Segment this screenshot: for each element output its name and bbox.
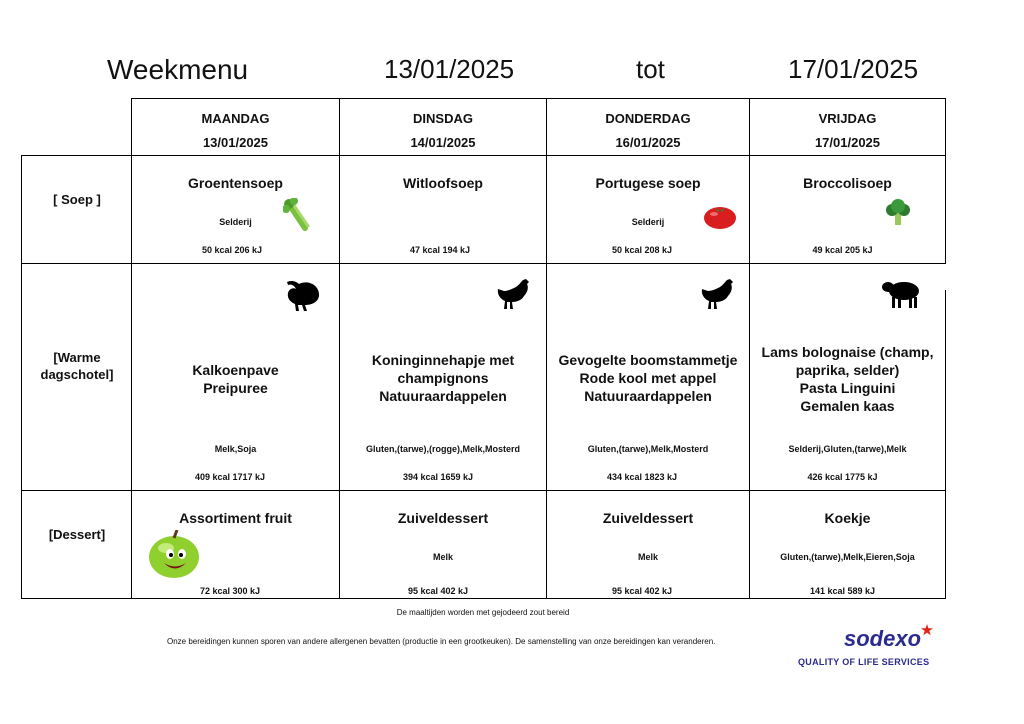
brand-tagline: QUALITY OF LIFE SERVICES [798,657,930,667]
grid-line [945,290,946,599]
main-dish-line: Pasta Linguini [799,380,896,396]
dessert-allergens: Melk [432,552,453,562]
dessert-kcal: 141 kcal 589 kJ [809,586,876,596]
main-dish-line: Koninginnehapje met [371,352,515,368]
sheep-icon [882,278,924,310]
dessert-dish: Zuiveldessert [602,510,694,526]
main-dish-line: Natuuraardappelen [584,388,712,404]
dessert-dish: Koekje [824,510,871,526]
brand-name: sodexo [844,626,922,651]
soup-allergens: Selderij [219,217,252,227]
celery-icon [283,198,313,232]
row-label-soep: [ Soep ] [53,192,101,207]
main-kcal: 426 kcal 1775 kJ [807,472,878,482]
turkey-icon [285,280,321,312]
end-date: 17/01/2025 [788,54,919,84]
main-dish-line: Rode kool met appel [579,370,717,386]
main-dish [340,351,546,405]
page-title: Weekmenu [107,54,249,85]
soup-kcal: 50 kcal 206 kJ [201,245,263,255]
grid-line [131,98,946,99]
grid-line [21,263,946,264]
main-dish-line: Preipuree [203,380,268,396]
dessert-kcal: 72 kcal 300 kJ [199,586,261,596]
broccoli-icon [884,199,912,227]
soup-dish: Groentensoep [188,175,283,191]
day-name: MAANDAG [201,111,270,126]
grid-line [945,98,946,264]
main-allergens: Gluten,(tarwe),(rogge),Melk,Mosterd [365,444,520,454]
start-date: 13/01/2025 [384,54,515,84]
grid-line [21,155,946,156]
soup-allergens: Selderij [631,217,665,227]
main-kcal: 434 kcal 1823 kJ [606,472,678,482]
footer-note-salt: De maaltijden worden met gejodeerd zout bereid [396,608,570,617]
dessert-kcal: 95 kcal 402 kJ [407,586,469,596]
chicken-icon [496,276,532,312]
main-dish-line: Kalkoenpave [192,362,279,378]
main-dish [132,361,339,397]
soup-dish: Portugese soep [595,175,701,191]
soup-kcal: 49 kcal 205 kJ [812,245,873,255]
grid-line [21,598,946,599]
main-dish-line: Natuuraardappelen [379,388,507,404]
main-dish [750,343,945,415]
main-kcal: 394 kcal 1659 kJ [402,472,474,482]
main-allergens: Gluten,(tarwe),Melk,Mosterd [587,444,709,454]
dessert-kcal: 95 kcal 402 kJ [611,586,673,596]
grid-line [21,490,946,491]
row-label-warm-line2: dagschotel] [40,367,114,382]
soup-kcal: 50 kcal 208 kJ [611,245,673,255]
main-dish-line: Gevogelte boomstammetje [558,352,738,368]
main-dish-line: Lams bolognaise (champ, [761,344,934,360]
dessert-dish: Zuiveldessert [397,510,489,526]
soup-kcal: 47 kcal 194 kJ [409,245,471,255]
day-date: 17/01/2025 [814,135,881,150]
day-name: VRIJDAG [818,111,877,126]
footer-note-allergens: Onze bereidingen kunnen sporen van andere allergenen bevatten (productie in een grootkeuken). De samenstelling van onze bereidingen kan veranderen. [167,637,716,646]
main-kcal: 409 kcal 1717 kJ [194,472,266,482]
dessert-allergens: Gluten,(tarwe),Melk,Eieren,Soja [780,552,915,562]
main-dish-line: Gemalen kaas [800,398,895,414]
star-icon [921,624,933,636]
soup-dish: Witloofsoep [403,175,483,191]
dessert-allergens: Melk [637,552,658,562]
main-dish [547,351,749,405]
apple-icon [146,530,202,580]
soup-dish: Broccolisoep [803,175,892,191]
row-label-dessert: [Dessert] [48,527,106,542]
row-label-warm-line1: [Warme [53,350,101,365]
day-date: 14/01/2025 [410,135,476,150]
day-name: DONDERDAG [605,111,691,126]
tot-label: tot [636,54,665,84]
tomato-icon [703,204,737,230]
day-date: 16/01/2025 [615,135,681,150]
day-date: 13/01/2025 [202,135,269,150]
dessert-dish: Assortiment fruit [179,510,292,526]
main-dish-line: paprika, selder) [795,362,900,378]
chicken-icon [700,276,736,312]
day-name: DINSDAG [413,111,473,126]
main-allergens: Selderij,Gluten,(tarwe),Melk [788,444,907,454]
main-dish-line: champignons [397,370,489,386]
main-allergens: Melk,Soja [214,444,257,454]
